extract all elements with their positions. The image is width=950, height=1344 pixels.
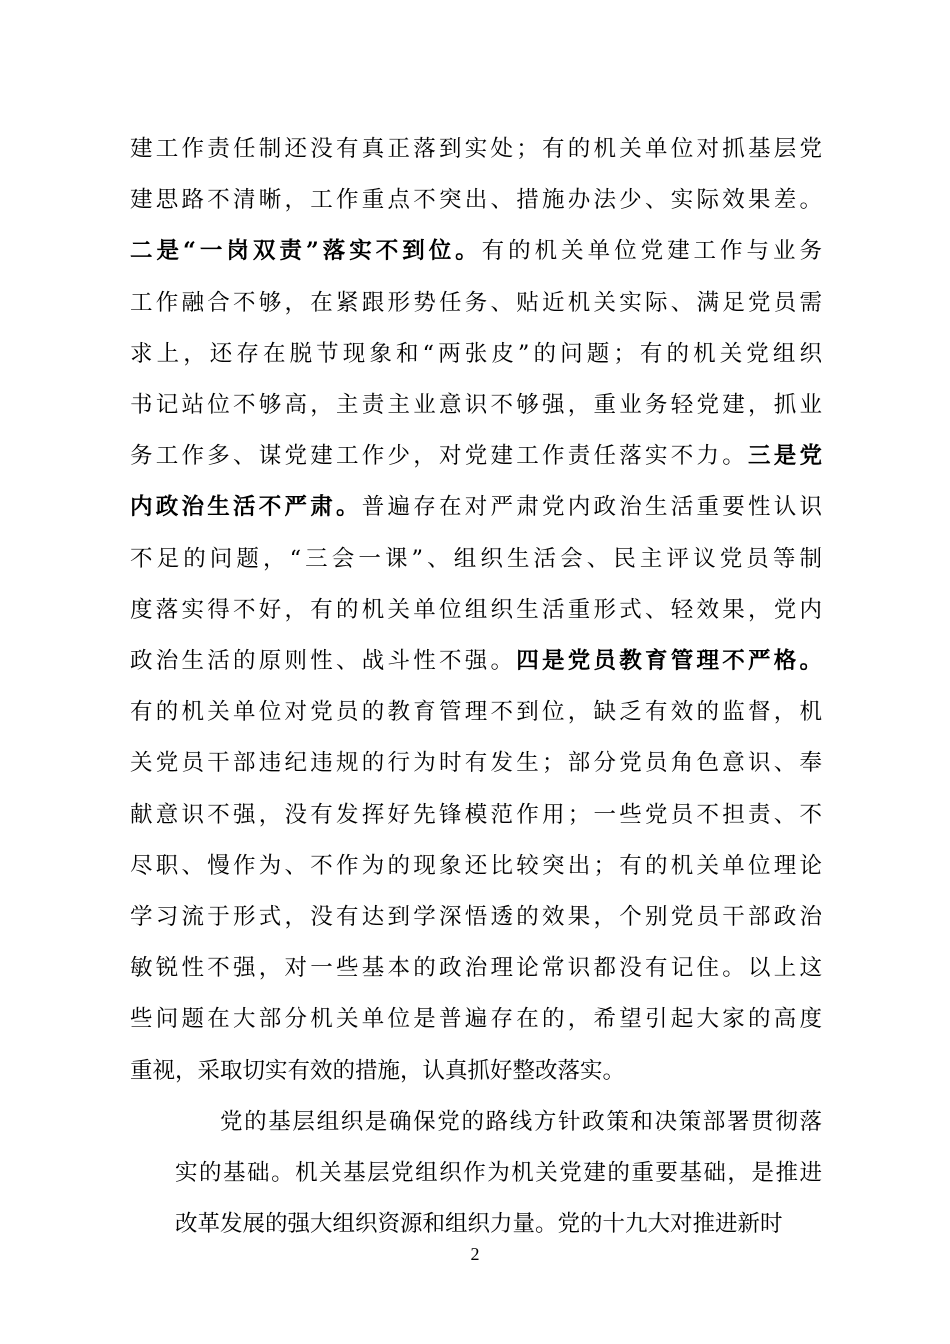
text-line [130,943,822,994]
body-text-run: 些问题在大部分机关单位是普遍存在的，希望引起大家的高度 [130,1006,822,1033]
paragraph-1 [130,124,822,1097]
body-text-run: 有的机关单位党建工作与业务 [481,238,822,265]
body-text-run: 不足的问题，“三会一课”、组织生活会、民主评议党员等制 [130,545,822,572]
text-line [130,687,822,738]
bold-heading-text: 二是“一岗双责”落实不到位。 [130,238,482,265]
text-line [130,994,822,1045]
text-line [130,738,822,789]
body-text-run: 务工作多、谋党建工作少，对党建工作责任落实不力。 [130,443,748,470]
body-text-run: 普遍存在对严肃党内政治生活重要性认识 [361,494,822,521]
text-line [130,1097,822,1148]
text-line [130,1199,822,1250]
body-text-run: 书记站位不够高，主责主业意识不够强，重业务轻党建，抓业 [130,392,822,419]
text-line [130,482,822,533]
paragraph-2 [130,1097,822,1251]
body-text-run: 重视，采取切实有效的措施，认真抓好整改落实。 [130,1057,626,1084]
body-text [130,124,822,1250]
body-text-run: 尽职、慢作为、不作为的现象还比较突出；有的机关单位理论 [130,852,822,879]
text-line [130,278,822,329]
body-text-run: 党的基层组织是确保党的路线方针政策和决策部署贯彻落 [220,1108,822,1135]
text-line [130,226,822,277]
body-text-run: 学习流于形式，没有达到学深悟透的效果，个别党员干部政治 [130,904,822,931]
text-line [130,329,822,380]
text-line [130,790,822,841]
body-text-run: 改革发展的强大组织资源和组织力量。党的十九大对推进新时 [175,1211,783,1238]
body-text-run: 政治生活的原则性、战斗性不强。 [130,648,517,675]
bold-heading-text: 三是党 [747,443,822,470]
text-line [130,1046,822,1097]
text-line [130,380,822,431]
bold-heading-text: 四是党员教育管理不严格。 [516,648,822,675]
body-text-run: 求上，还存在脱节现象和“两张皮”的问题；有的机关党组织 [130,340,822,367]
body-text-run: 实的基础。机关基层党组织作为机关党建的重要基础，是推进 [175,1160,822,1187]
body-text-run: 关党员干部违纪违规的行为时有发生；部分党员角色意识、奉 [130,750,822,777]
body-text-run: 有的机关单位对党员的教育管理不到位，缺乏有效的监督，机 [130,699,822,726]
text-line [130,124,822,175]
text-line [130,534,822,585]
text-line [130,892,822,943]
text-line [130,636,822,687]
text-line [130,175,822,226]
body-text-run: 工作融合不够，在紧跟形势任务、贴近机关实际、满足党员需 [130,289,822,316]
body-text-run: 建思路不清晰，工作重点不突出、措施办法少、实际效果差。 [130,187,822,214]
text-line [130,585,822,636]
body-text-run: 建工作责任制还没有真正落到实处；有的机关单位对抓基层党 [130,136,822,162]
text-line [130,1148,822,1199]
text-line [130,431,822,482]
body-text-run: 敏锐性不强，对一些基本的政治理论常识都没有记住。以上这 [130,955,822,982]
text-line [130,841,822,892]
bold-heading-text: 内政治生活不严肃。 [130,494,362,521]
page-number: 2 [470,1244,480,1264]
body-text-run: 献意识不强，没有发挥好先锋模范作用；一些党员不担责、不 [130,801,822,828]
body-text-run: 度落实得不好，有的机关单位组织生活重形式、轻效果，党内 [130,596,822,623]
